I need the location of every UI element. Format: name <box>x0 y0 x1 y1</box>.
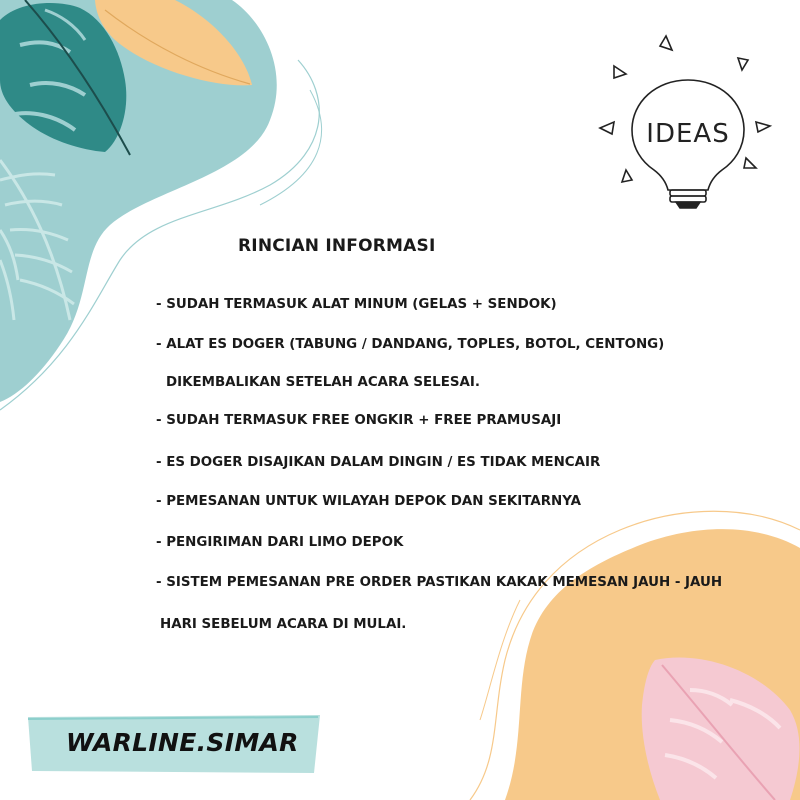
peach-blob-outline-2 <box>480 600 520 720</box>
page-title: RINCIAN INFORMASI <box>238 236 436 256</box>
info-item: HARI SEBELUM ACARA DI MULAI. <box>160 617 407 632</box>
lightbulb-icon <box>596 30 780 210</box>
info-item: - ALAT ES DOGER (TABUNG / DANDANG, TOPLES, BOTOL, CENTONG) <box>156 337 665 352</box>
info-item: - PENGIRIMAN DARI LIMO DEPOK <box>156 535 404 550</box>
info-item: - SUDAH TERMASUK ALAT MINUM (GELAS + SENDOK) <box>156 297 557 312</box>
info-item: - PEMESANAN UNTUK WILAYAH DEPOK DAN SEKITARNYA <box>156 494 581 509</box>
info-item: DIKEMBALIKAN SETELAH ACARA SELESAI. <box>166 375 480 390</box>
lightbulb-text: IDEAS <box>646 119 730 149</box>
brand-name: WARLINE.SIMAR <box>66 728 299 757</box>
info-item: - SUDAH TERMASUK FREE ONGKIR + FREE PRAMUSAJI <box>156 413 562 428</box>
info-item: - ES DOGER DISAJIKAN DALAM DINGIN / ES TIDAK MENCAIR <box>156 455 601 470</box>
info-item: - SISTEM PEMESANAN PRE ORDER PASTIKAN KAKAK MEMESAN JAUH - JAUH <box>156 575 723 590</box>
